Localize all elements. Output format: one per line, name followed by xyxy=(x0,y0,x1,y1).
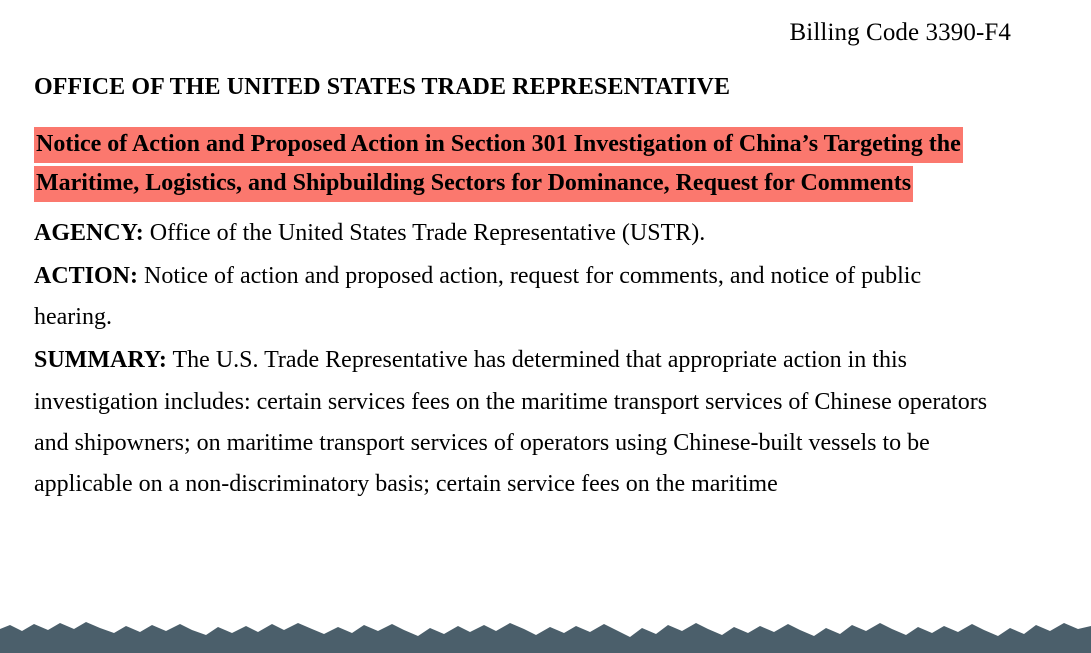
action-label: ACTION: xyxy=(34,262,139,289)
agency-paragraph xyxy=(34,213,994,254)
agency-value: Office of the United States Trade Representative (USTR). xyxy=(143,219,706,246)
agency-heading: OFFICE OF THE UNITED STATES TRADE REPRESENTATIVE xyxy=(34,73,731,100)
document-title-line-1 xyxy=(34,125,1011,164)
summary-label: SUMMARY: xyxy=(34,347,167,374)
document-title-highlight-2: Maritime, Logistics, and Shipbuilding Sectors for Dominance, Request for Comments xyxy=(34,166,913,202)
document-title-line-2 xyxy=(34,164,1011,203)
action-paragraph xyxy=(34,256,994,339)
document-title-highlight-1: Notice of Action and Proposed Action in Section 301 Investigation of China’s Targeting the xyxy=(34,127,963,163)
document-title xyxy=(34,125,1011,203)
summary-value: The U.S. Trade Representative has determined that appropriate action in this investigation includes: certain services fees on the maritime transport services of Chinese operators and shipowners; on maritime transport services of operators using Chinese-built vessels to be applicable on a non-discriminatory basis; certain service fees on the maritime xyxy=(34,347,988,498)
torn-paper-edge xyxy=(0,615,1091,653)
action-value: Notice of action and proposed action, request for comments, and notice of public hearing. xyxy=(34,262,922,331)
billing-code: Billing Code 3390-F4 xyxy=(789,19,1011,46)
summary-paragraph xyxy=(34,340,994,505)
agency-label: AGENCY: xyxy=(34,219,144,246)
